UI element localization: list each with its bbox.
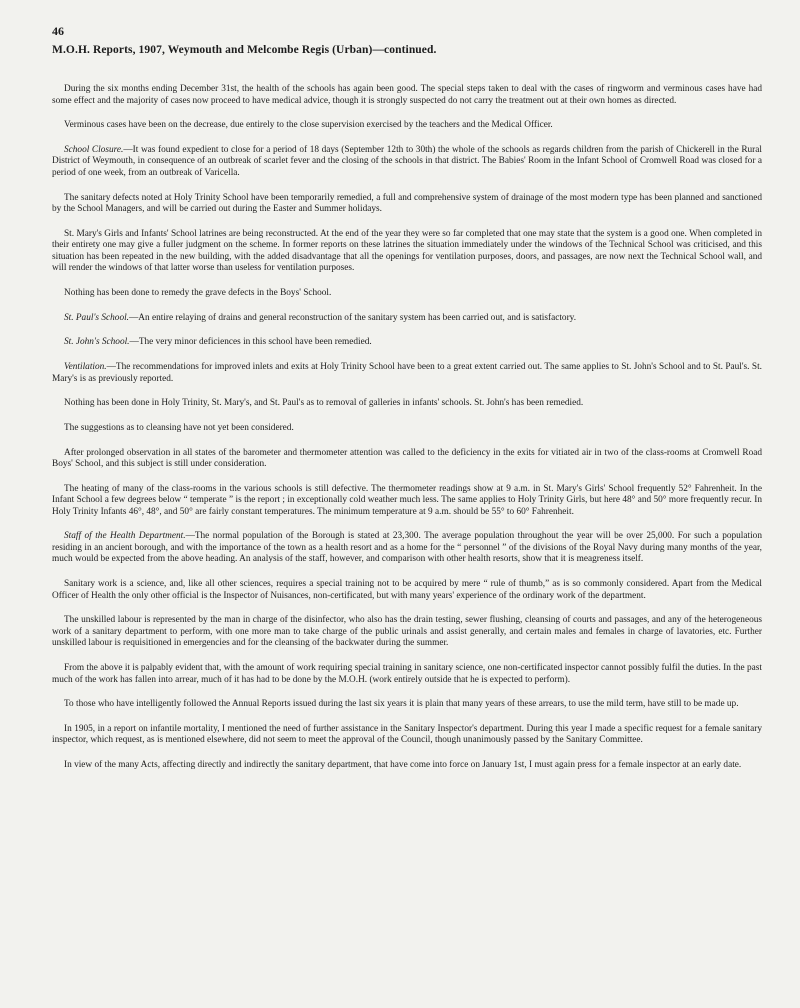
page-number: 46 — [52, 24, 64, 38]
paragraph: The suggestions as to cleansing have not yet been considered. — [64, 422, 294, 433]
paragraph: The unskilled labour is represented by the man in charge of the disinfector, who also has the drain testing, sewer flushing, cleansing of courts and passages, and any of the heterogeneous work of a sanitary department to perform, with one more man to take charge of the public urinals and assist generally, and certain males and females in charge of lavatories, etc. Further unskilled labour is requisitioned in emergencies and for the cleansing of the backwater during the summer. — [52, 615, 762, 649]
paragraph-school-closure: School Closure.—It was found expedient to close for a period of 18 days (September 12th to 30th) the whole of the schools as regards children from the parish of Chickerell in the Rural District of Weymouth, in consequence of an outbreak of scarlet fever and the closing of the schools in that district. The Babies' Room in the Infant School of Cromwell Road was closed for a period of one week, from an outbreak of Varicella. — [52, 144, 762, 178]
paragraph-st-johns: St. John's School.—The very minor deficiences in this school have been remedied. — [64, 337, 372, 348]
paragraph: In 1905, in a report on infantile mortality, I mentioned the need of further assistance in the Sanitary Inspector's department. During this year I made a specific request for a female sanitary inspector, which request, as is mentioned elsewhere, did not seem to meet the approval of the Council, though unanimously passed by the Sanitary Committee. — [52, 723, 762, 746]
paragraph: During the six months ending December 31st, the health of the schools has again been good. The special steps taken to deal with the cases of ringworm and verminous cases have had some effect and the majority of cases now proceed to have medical advice, though it is strongly suspected do not carry the treatment out at their own homes as directed. — [52, 84, 762, 106]
paragraph: The heating of many of the class-rooms in the various schools is still defective. The thermometer readings show at 9 a.m. in St. Mary's Girls' School frequently 52° Fahrenheit. In the Infant School a few degrees below “ temperate ” is the report ; in exceptionally cold weather much less. The same applies to Holy Trinity Girls, but here 48° and 50° more frequently recur. In Holy Trinity Infants 46°, 48°, and 50° are fairly constant temperatures. The minimum temperature at 9 a.m. should be 55° to 60° Fahrenheit. — [52, 483, 762, 517]
paragraph: To those who have intelligently followed the Annual Reports issued during the last six years it is plain that many years of these arrears, to use the mild term, have still to be made up. — [64, 699, 739, 710]
section-lead: School Closure. — [64, 144, 124, 155]
paragraph-st-pauls: St. Paul's School.—An entire relaying of drains and general reconstruction of the sanitary system has been carried out, and is satisfactory. — [64, 312, 577, 323]
paragraph: Sanitary work is a science, and, like all other sciences, requires a special training not to be acquired by mere “ rule of thumb,” as is so commonly considered. Apart from the Medical Officer of Health the only other official is the Inspector of Nuisances, non-certificated, but with many years' experience of the ordinary work of the department. — [52, 579, 762, 601]
paragraph-staff: Staff of the Health Department.—The normal population of the Borough is stated at 23,300. The average population throughout the year will be over 25,000. For such a population residing in an ancient borough, and with the importance of the town as a health resort and as a home for the “ personnel ” of the divisions of the Royal Navy during many months of the year, much would be expected from the above heading. An analysis of the staff, however, and comparison with other health resorts, show that it is meagreness itself. — [52, 531, 762, 565]
paragraph: In view of the many Acts, affecting directly and indirectly the sanitary department, that have come into force on January 1st, I must again press for a female inspector at an early date. — [64, 760, 742, 771]
paragraph: Verminous cases have been on the decrease, due entirely to the close supervision exercised by the teachers and the Medical Officer. — [64, 120, 553, 131]
paragraph: From the above it is palpably evident that, with the amount of work requiring special training in sanitary science, one non-certificated inspector cannot possibly fulfil the duties. In the past much of the work has fallen into arrear, much of it has had to be done by the M.O.H. (work entirely outside that he is expected to perform). — [52, 663, 762, 685]
paragraph: Nothing has been done in Holy Trinity, St. Mary's, and St. Paul's as to removal of galleries in infants' schools. St. John's has been remedied. — [64, 398, 584, 409]
paragraph: St. Mary's Girls and Infants' School latrines are being reconstructed. At the end of the year they were so far completed that one may state that the system is a good one. When completed in their entirety one may give a fuller judgment on the scheme. In former reports on these latrines the situation immediately under the windows of the Technical School was criticised, and this situation has been repeated in the new building, with the added disadvantage that all the openings for ventilation purposes, doors, and passages, are now next the Technical School wall, and will render the windows of that latter worse than useless for ventilation purposes. — [52, 228, 762, 274]
paragraph: Nothing has been done to remedy the grave defects in the Boys' School. — [64, 287, 332, 298]
paragraph: The sanitary defects noted at Holy Trinity School have been temporarily remedied, a full and comprehensive system of drainage of the most modern type has been planned and sanctioned by the School Managers, and will be carried out during the Easter and Summer holidays. — [52, 192, 762, 215]
section-lead: St. John's School. — [64, 337, 130, 348]
section-lead: Ventilation. — [64, 362, 107, 372]
paragraph: After prolonged observation in all states of the barometer and thermometer attention was called to the deficiency in the exits for vitiated air in two of the class-rooms at Cromwell Road Boys' School, and this subject is still under consideration. — [52, 447, 762, 470]
section-lead: St. Paul's School. — [64, 312, 129, 323]
running-header: M.O.H. Reports, 1907, Weymouth and Melcombe Regis (Urban)—continued. — [52, 44, 437, 56]
section-lead: Staff of the Health Department. — [64, 531, 186, 542]
paragraph-ventilation: Ventilation.—The recommendations for improved inlets and exits at Holy Trinity School have been to a great extent carried out. The same applies to St. John's School and to St. Paul's. St. Mary's is as previously reported. — [52, 362, 762, 384]
report-body — [52, 84, 762, 772]
